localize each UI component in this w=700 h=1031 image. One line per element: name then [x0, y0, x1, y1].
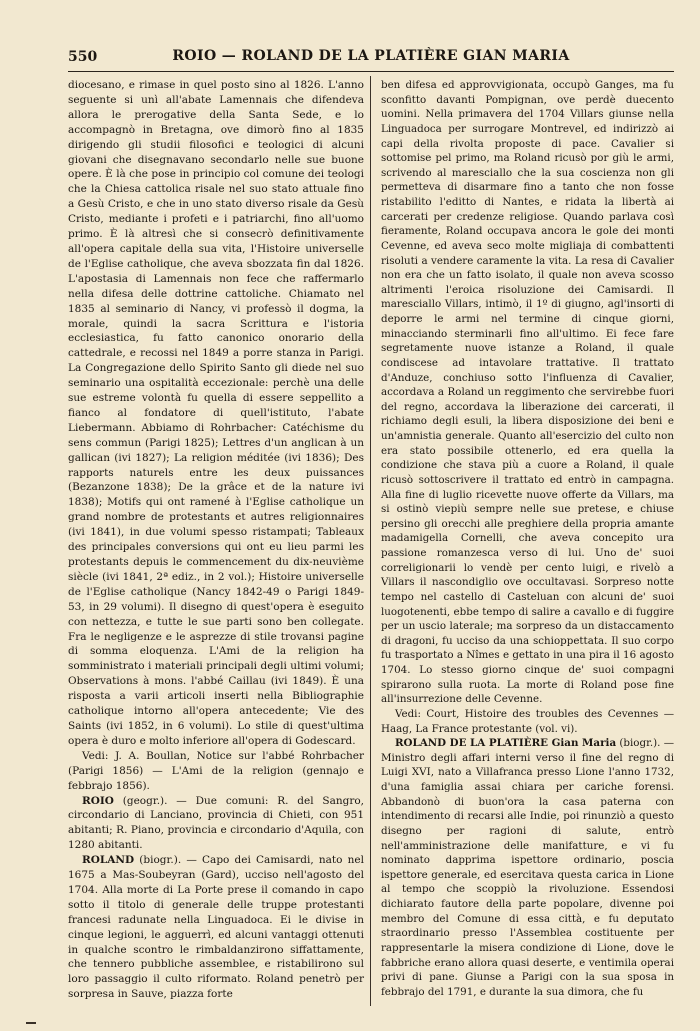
entry-roland: [68, 853, 364, 1002]
header-rule: [68, 71, 674, 72]
left-column: [68, 78, 364, 1002]
entry-text: (geogr.). — Due comuni: R. del Sangro, circondario di Lanciano, provincia di Chieti, con 951 abitanti; R. Piano, provincia e circondario d'Aquila, con 1280 abitanti.: [68, 794, 364, 852]
entry-roland-de-la-platiere: [381, 736, 674, 999]
page-number: 550: [68, 49, 98, 65]
entry-text: (biogr.). — Capo dei Camisardi, nato nel 1675 a Mas-Soubeyran (Gard), ucciso nell'agosto del 1704. Alla morte di La Porte prese il comando in capo sotto il titolo di generale delle truppe protestanti francesi radunate nella Linguadoca. Ei le divise in cinque legioni, le agguerrì, ed alcuni vantaggi ottenuti in qualche scontro le rimbaldanzirono siffattamente, che tennero pubbliche assemblee, e ristabilirono sul loro passaggio il culto riformato. Roland penetrò per sorpresa in Sauve, piazza forte: [68, 854, 364, 1001]
column-divider: [370, 76, 371, 1006]
running-title: ROIO — ROLAND DE LA PLATIÈRE GIAN MARIA: [172, 48, 570, 64]
paragraph-see-also-rohrbacher: Vedi: J. A. Boullan, Notice sur l'abbé Rohrbacher (Parigi 1856) — L'Ami de la religion (gennajo e febbrajo 1856).: [68, 749, 364, 792]
entry-text: (biogr.). — Ministro degli affari interni verso il fine del regno di Luigi XVI, nato a Villafranca presso Lione l'anno 1732, d'una famiglia assai chiara per cariche forensi. Abbandonò di buon'ora la casa paterna con intendimento di recarsi alle Indie, poi rinunziò a questo disegno per ragioni di salute, entrò nell'amministrazione delle manifatture, e vi fu nominato dapprima ispettore ordinario, poscia ispettore generale, ed esercitava questa carica in Lione al tempo che scoppiò la rivoluzione. Essendosi dichiarato fautore della parte popolare, divenne poi membro del Comune di essa città, e fu deputato straordinario presso l'Assemblea costituente per rappresentarle la misera condizione di Lione, dove le fabbriche erano allora quasi deserte, e ventimila operai privi di pane. Giunse a Parigi con la sua sposa in febbrajo del 1791, e durante la sua dimora, che fu: [381, 737, 675, 998]
right-column: [381, 78, 674, 999]
margin-mark: [26, 1022, 36, 1024]
paragraph-see-also-roland: Vedi: Court, Histoire des troubles des Cevennes — Haag, La France protestante (vol. vi).: [381, 707, 674, 735]
entry-roio: [68, 794, 364, 854]
page-header: [68, 46, 674, 68]
entry-headword: ROLAND DE LA PLATIÈRE Gian Maria: [395, 737, 617, 750]
entry-headword: ROIO: [82, 794, 114, 807]
paragraph-rohrbacher-cont: diocesano, e rimase in quel posto sino al 1826. L'anno seguente si unì all'abate Lamennais che difendeva allora le prerogative della Santa Sede, e lo accompagnò in Bretagna, ove dimorò fino al 1835 dirigendo gli studii filosofici e teologici di alcuni giovani che disegnavano secondarlo nelle sue buone opere. È là che pose in principio col comune dei teologi che la Chiesa cattolica risale nel suo stato attuale fino a Gesù Cristo, e che in uno stato diverso risale da Gesù Cristo, mediante i profeti e i patriarchi, fino all'uomo primo. È là altresì che si consecrò definitivamente all'opera capitale della sua vita, l'Histoire universelle de l'Eglise catholique, che aveva sbozzata fin dal 1826. L'apostasia di Lamennais non fece che raffermarlo nella difesa delle dottrine cattoliche. Chiamato nel 1835 al seminario di Nancy, vi professò il dogma, la morale, quindi la sacra Scrittura e l'istoria ecclesiastica, fu fatto canonico onorario della cattedrale, e recossi nel 1849 a porre stanza in Parigi. La Congregazione dello Spirito Santo gli diede nel suo seminario una ospitalità eccezionale: perchè una delle sue estreme volontà fu quella di essere seppellito a fianco al fondatore di quell'istituto, l'abate Liebermann. Abbiamo di Rohrbacher: Catéchisme du sens commun (Parigi 1825); Lettres d'un anglican à un gallican (ivi 1827); La religion méditée (ivi 1836); Des rapports naturels entre les deux puissances (Bezanzone 1838); De la grâce et de la nature ivi 1838); Motifs qui ont ramené à l'Eglise catholique un grand nombre de protestants et autres religionnaires (ivi 1841), in due volumi spesso ristampati; Tableaux des principales conversions qui ont eu lieu parmi les protestants depuis le commencement du dix-neuvième siècle (ivi 1841, 2ª ediz., in 2 vol.); Histoire universelle de l'Eglise catholique (Nancy 1842-49 o Parigi 1849-53, in 29 volumi). Il disegno di quest'opera è eseguito con nettezza, e tutte le sue parti sono ben collegate. Fra le negligenze e le asprezze di stile trovansi pagine di somma eloquenza. L'Ami de la religion ha somministrato i materiali principali degli ultimi volumi; Observations à mons. l'abbé Caillau (ivi 1849). È una risposta a varii articoli inserti nella Bibliographie catholique intorno all'opera antecedente; Vie des Saints (ivi 1852, in 6 volumi). Lo stile di quest'ultima opera è duro e molto inferiore all'opera di Godescard.: [68, 79, 364, 747]
paragraph-roland-cont: ben difesa ed approvvigionata, occupò Ganges, ma fu sconfitto davanti Pompignan, ove perdè duecento uomini. Nella primavera del 1704 Villars giunse nella Linguadoca per surrogare Montrevel, ed indirizzò ai capi della rivolta proposte di pace. Cavalier si sottomise pel primo, ma Roland ricusò por giù le armi, scrivendo al maresciallo che la sua coscienza non gli permetteva di disarmare fino a tanto che non fosse ristabilito l'editto di Nantes, e ridata la libertà ai carcerati per credenze religiose. Quando parlava così fieramente, Roland occupava ancora le gole dei monti Cevenne, ed aveva seco molte migliaja di combattenti risoluti a vendere caramente la vita. La resa di Cavalier non era che un fatto isolato, il quale non aveva scosso altrimenti l'eroica risoluzione dei Camisardi. Il maresciallo Villars, intimò, il 1º di giugno, agl'insorti di deporre le armi nel termine di cinque giorni, minacciando sterminarli fino all'ultimo. Ei fece fare segretamente nuove istanze a Roland, il quale condiscese ad intavolare trattative. Il trattato d'Anduze, conchiuso sotto l'influenza di Cavalier, accordava a Roland un reggimento che servirebbe fuori del regno, accordava la liberazione dei carcerati, il richiamo degli esuli, la libera disposizione dei beni e un'amnistia generale. Quanto all'esercizio del culto non era stato possibile ottenerlo, ed era quella la condizione che stava più a cuore a Roland, il quale ricusò sottoscrivere il trattato ed entrò in campagna. Alla fine di luglio ricevette nuove offerte da Villars, ma si ostinò viepiù sempre nelle sue pretese, e chiuse persino gli orecchi alle preghiere della propria amante madamigella Cornelli, che aveva concepito ura passione romanzesca verso di lui. Uno de' suoi correligionarii lo vendè per cento luigi, e rivelò a Villars il nascondiglio ove occultavasi. Sorpreso notte tempo nel castello di Casteluan con alcuni de' suoi luogotenenti, ebbe tempo di salire a cavallo e di fuggire per un uscio laterale; ma sorpreso da un distaccamento di dragoni, fu ucciso da una schioppettata. Il suo corpo fu trasportato a Nîmes e gettato in una pira il 16 agosto 1704. Lo stesso giorno cinque de' suoi compagni spirarono sulla ruota. La morte di Roland pose fine all'insurrezione delle Cevenne.: [381, 79, 674, 706]
entry-headword: ROLAND: [82, 854, 135, 867]
